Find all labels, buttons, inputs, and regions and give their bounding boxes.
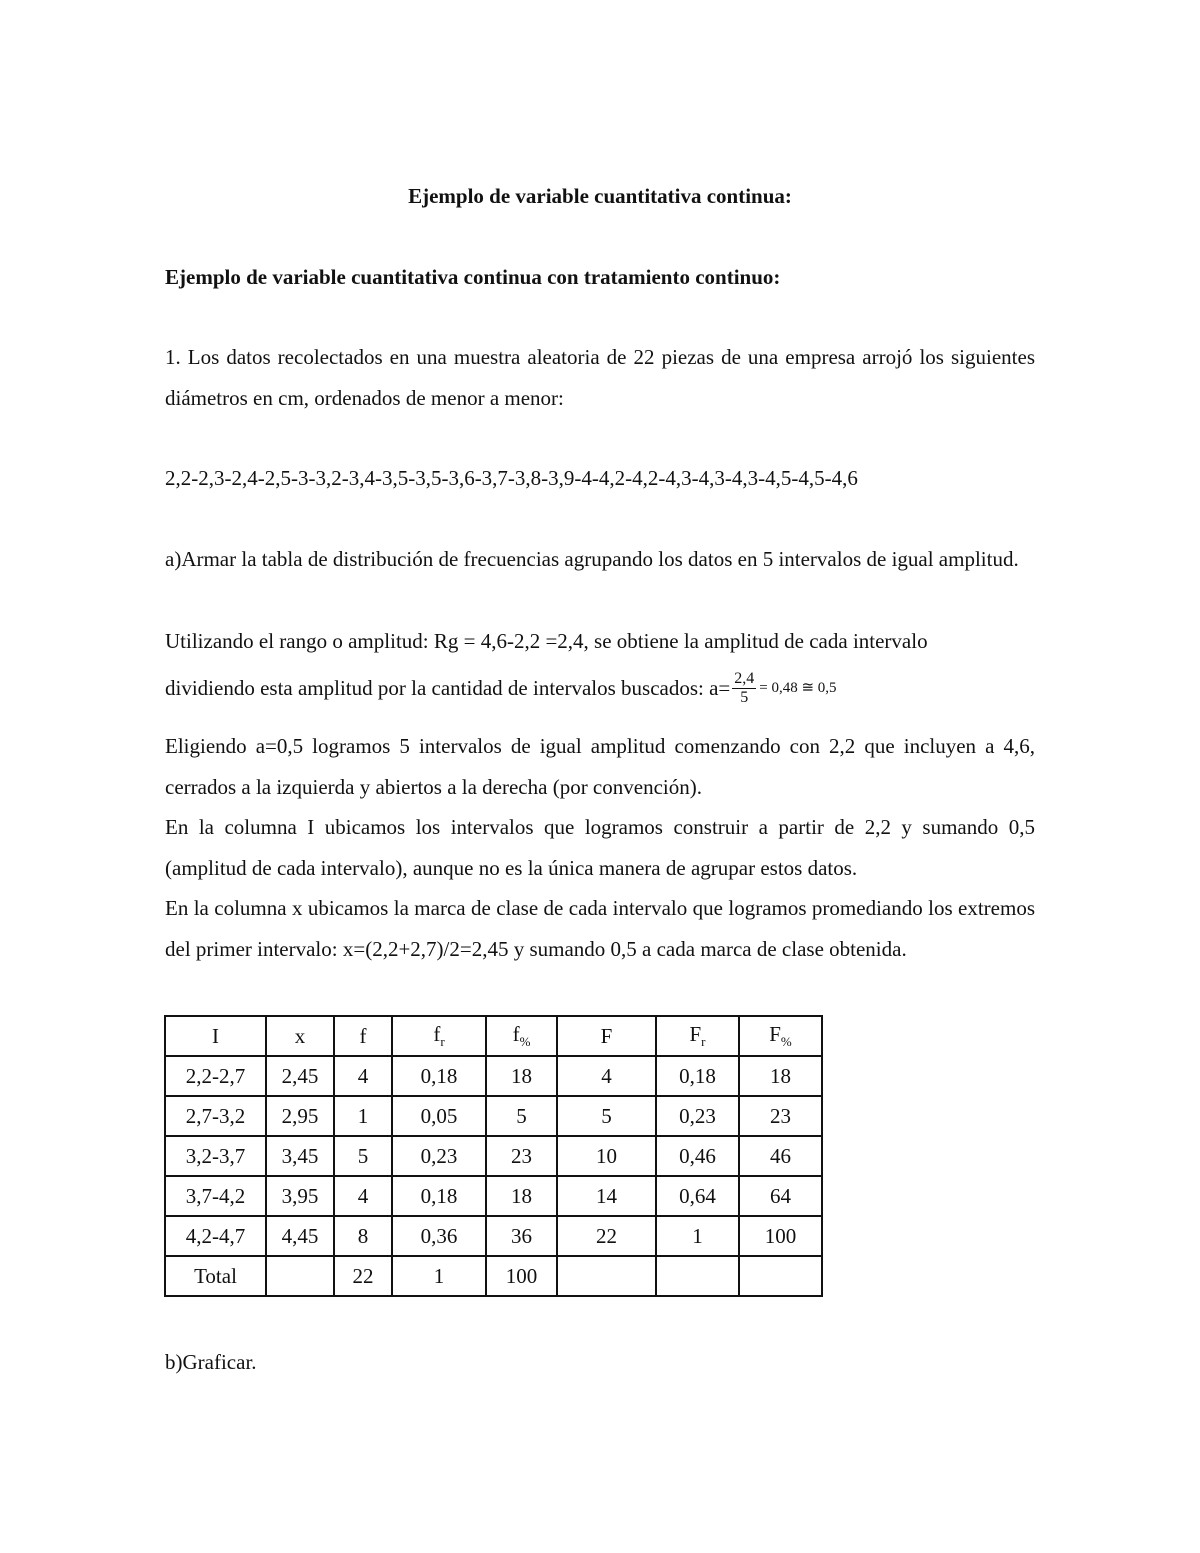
table-cell: 18 bbox=[486, 1176, 557, 1216]
division-line bbox=[165, 668, 837, 708]
table-cell: 1 bbox=[334, 1096, 392, 1136]
table-cell: 4,45 bbox=[266, 1216, 334, 1256]
table-cell: 100 bbox=[486, 1256, 557, 1296]
table-cell: 0,18 bbox=[392, 1056, 486, 1096]
table-cell: 0,18 bbox=[392, 1176, 486, 1216]
table-cell bbox=[739, 1256, 822, 1296]
table-cell: 22 bbox=[557, 1216, 656, 1256]
table-cell: 5 bbox=[486, 1096, 557, 1136]
table-cell: 3,7-4,2 bbox=[165, 1176, 266, 1216]
table-cell: 2,2-2,7 bbox=[165, 1056, 266, 1096]
table-total-row bbox=[165, 1256, 822, 1296]
division-text: dividiendo esta amplitud por la cantidad de intervalos buscados: a= bbox=[165, 676, 731, 700]
fraction bbox=[732, 670, 756, 707]
fraction-result: = 0,48 ≅ 0,5 bbox=[759, 680, 837, 696]
table-row bbox=[165, 1216, 822, 1256]
table-cell: 36 bbox=[486, 1216, 557, 1256]
header-class-mark: x bbox=[266, 1016, 334, 1056]
table-cell: 0,05 bbox=[392, 1096, 486, 1136]
range-paragraph: Utilizando el rango o amplitud: Rg = 4,6-2,2 =2,4, se obtiene la amplitud de cada intervalo bbox=[165, 629, 928, 653]
table-cell bbox=[557, 1256, 656, 1296]
table-cell: 100 bbox=[739, 1216, 822, 1256]
header-frequency: f bbox=[334, 1016, 392, 1056]
table-cell: 10 bbox=[557, 1136, 656, 1176]
table-cell: 0,18 bbox=[656, 1056, 739, 1096]
table-cell: 22 bbox=[334, 1256, 392, 1296]
intro-paragraph: 1. Los datos recolectados en una muestra aleatoria de 22 piezas de una empresa arrojó los siguientes diámetros en cm, ordenados de menor a menor: bbox=[165, 345, 1035, 410]
table-cell: 8 bbox=[334, 1216, 392, 1256]
table-cell: 18 bbox=[739, 1056, 822, 1096]
table-cell: 4 bbox=[334, 1056, 392, 1096]
table-cell: 2,7-3,2 bbox=[165, 1096, 266, 1136]
header-relative-frequency: $f_r$ bbox=[392, 1016, 486, 1056]
table-cell: 64 bbox=[739, 1176, 822, 1216]
table-cell: 4 bbox=[557, 1056, 656, 1096]
column-i-paragraph: En la columna I ubicamos los intervalos que logramos construir a partir de 2,2 y sumando 0,5 (amplitud de cada intervalo), aunque no es la única manera de agrupar estos datos. bbox=[165, 815, 1035, 880]
table-cell: 2,95 bbox=[266, 1096, 334, 1136]
table-cell: 3,2-3,7 bbox=[165, 1136, 266, 1176]
table-cell bbox=[656, 1256, 739, 1296]
table-cell: 3,45 bbox=[266, 1136, 334, 1176]
header-cumulative-relative: $F_r$ bbox=[656, 1016, 739, 1056]
frequency-table bbox=[164, 1015, 823, 1297]
table-cell bbox=[266, 1256, 334, 1296]
header-cumulative-frequency: F bbox=[557, 1016, 656, 1056]
column-x-paragraph: En la columna x ubicamos la marca de clase de cada intervalo que logramos promediando los extremos del primer intervalo: x=(2,2+2,7)/2=2,45 y sumando 0,5 a cada marca de clase obtenida. bbox=[165, 896, 1035, 961]
table-cell: 1 bbox=[392, 1256, 486, 1296]
page-title: Ejemplo de variable cuantitativa continua: bbox=[408, 184, 792, 208]
choice-paragraph: Eligiendo a=0,5 logramos 5 intervalos de igual amplitud comenzando con 2,2 que incluyen a 4,6, cerrados a la izquierda y abiertos a la derecha (por convención). bbox=[165, 734, 1035, 799]
table-cell: Total bbox=[165, 1256, 266, 1296]
section-subtitle: Ejemplo de variable cuantitativa continua con tratamiento continuo: bbox=[165, 265, 781, 289]
table-cell: 0,64 bbox=[656, 1176, 739, 1216]
table-cell: 4 bbox=[334, 1176, 392, 1216]
table-cell: 4,2-4,7 bbox=[165, 1216, 266, 1256]
table-cell: 23 bbox=[739, 1096, 822, 1136]
part-b-paragraph: b)Graficar. bbox=[165, 1350, 257, 1374]
table-row bbox=[165, 1056, 822, 1096]
table-row bbox=[165, 1136, 822, 1176]
table-row bbox=[165, 1096, 822, 1136]
header-interval: I bbox=[165, 1016, 266, 1056]
fraction-numerator: 2,4 bbox=[734, 669, 755, 687]
table-cell: 0,36 bbox=[392, 1216, 486, 1256]
part-a-paragraph: a)Armar la tabla de distribución de frecuencias agrupando los datos en 5 intervalos de igual amplitud. bbox=[165, 547, 1019, 571]
table-cell: 0,23 bbox=[656, 1096, 739, 1136]
table-cell: 18 bbox=[486, 1056, 557, 1096]
data-series: 2,2-2,3-2,4-2,5-3-3,2-3,4-3,5-3,5-3,6-3,7-3,8-3,9-4-4,2-4,2-4,3-4,3-4,3-4,5-4,5-4,6 bbox=[165, 466, 858, 490]
table-cell: 46 bbox=[739, 1136, 822, 1176]
table-cell: 14 bbox=[557, 1176, 656, 1216]
table-cell: 0,23 bbox=[392, 1136, 486, 1176]
table-cell: 0,46 bbox=[656, 1136, 739, 1176]
fraction-denominator: 5 bbox=[740, 688, 749, 706]
header-percent-frequency: $f_{\%}$ bbox=[486, 1016, 557, 1056]
table-cell: 2,45 bbox=[266, 1056, 334, 1096]
table-cell: 3,95 bbox=[266, 1176, 334, 1216]
table-header-row bbox=[165, 1016, 822, 1056]
table-row bbox=[165, 1176, 822, 1216]
header-cumulative-percent: $F_{\%}$ bbox=[739, 1016, 822, 1056]
table-cell: 1 bbox=[656, 1216, 739, 1256]
table-cell: 23 bbox=[486, 1136, 557, 1176]
table-cell: 5 bbox=[334, 1136, 392, 1176]
table-cell: 5 bbox=[557, 1096, 656, 1136]
